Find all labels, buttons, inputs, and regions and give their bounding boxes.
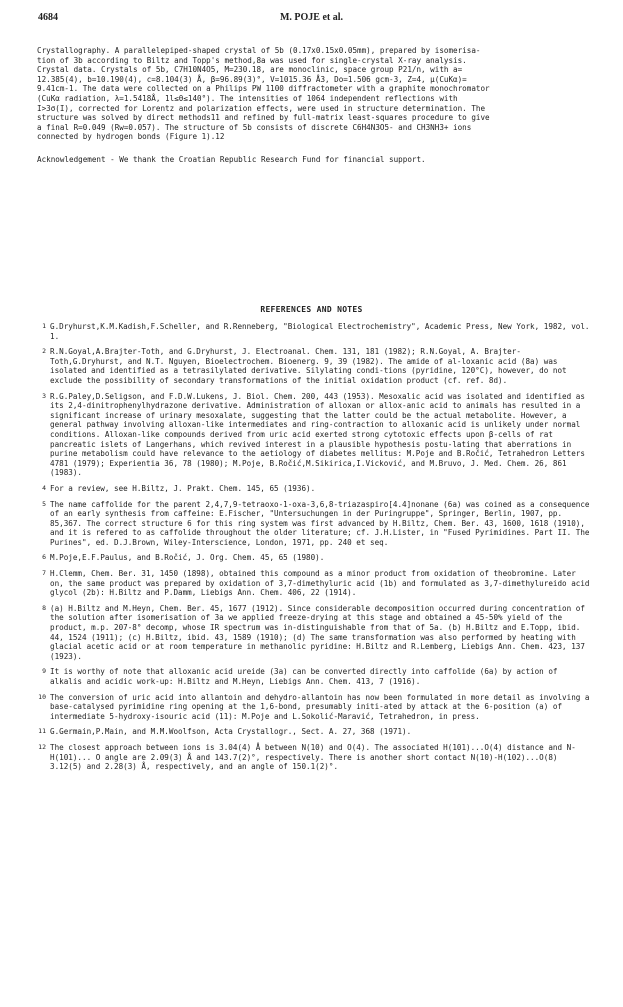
reference-item	[30, 743, 590, 772]
reference-text: It is worthy of note that alloxanic acid ureide (3a) can be converted directly into caffolide (6a) by action of alkalis and acidic work-up: H.Biltz and M.Heyn, Liebigs Ann. Chem. 413, 7 (1916).	[50, 667, 558, 686]
references-list	[30, 322, 590, 778]
reference-number: 1	[42, 322, 46, 330]
reference-number: 9	[42, 667, 46, 676]
reference-number: 10	[38, 692, 46, 701]
acknowledgement: Acknowledgement - We thank the Croatian Republic Research Fund for financial support.	[37, 155, 426, 164]
reference-item	[30, 727, 590, 737]
reference-text: G.Germain,P.Main, and M.M.Woolfson, Acta Crystallogr., Sect. A. 27, 368 (1971).	[50, 727, 412, 737]
reference-item	[30, 322, 590, 341]
reference-number: 4	[42, 483, 46, 492]
reference-text: The name caffolide for the parent 2,4,7,9-tetraoxo-1-oxa-3,6,8-triazaspiro[4.4]nonane (6a) was coined as a consequence of an early synthesis from caffeine: E.Fischer, "Untersuchungen in der Puringruppe", Springer, Berlin, 1907, pp. 85,367. The correct structure 6 for this ring system was first advanced by H.Biltz, Chem. Ber. 43, 1600, 1618 (1910), and it is refered to as caffolide throughout the older literature; cf. J.H.Lister, in "Fused Pyrimidines. Part II. The Purines", ed. D.J.Brown, Wiley-Interscience, London, 1971, pp. 240 et seq.	[50, 499, 590, 547]
reference-text: M.Poje,E.F.Paulus, and B.Ročić, J. Org. Chem. 45, 65 (1980).	[50, 553, 325, 563]
reference-number: 5	[42, 499, 46, 508]
reference-text: G.Dryhurst,K.M.Kadish,F.Scheller, and R.Renneberg, "Biological Electrochemistry", Academic Press, New York, 1982, vol. 1.	[50, 322, 590, 341]
reference-number: 6	[42, 553, 46, 562]
page-header	[38, 12, 585, 26]
reference-item	[30, 553, 590, 563]
reference-item	[30, 484, 590, 494]
reference-number: 3	[42, 391, 46, 400]
reference-item	[30, 500, 590, 548]
reference-text: The conversion of uric acid into allantoin and dehydro-allantoin has now been formulated in more detail as involving a base-catalysed pyrimidine ring opening at the 1,6-bond, presumably initi-ated by attack at the 6-position (a) of intermediate 5-hydroxy-isouric acid (11): M.Poje and L.Sokolić-Maravić, Tetrahedron, in press.	[50, 692, 590, 721]
reference-number: 12	[38, 742, 46, 751]
reference-item	[30, 569, 590, 598]
crystallography-paragraph: Crystallography. A parallelepiped-shaped crystal of 5b (0.17x0.15x0.05mm), prepared by isomerisa- tion of 3b according to Biltz and Topp's method,8a was used for single-crystal X-ray analysis. Crystal data. Crystals of 5b, C7H10N4O5, M=230.18, are monoclinic, space group P21/n, with a= 12.385(4), b=10.190(4), c=8.104(3) Å, β=96.89(3)°, V=1015.36 Å3, Do=1.506 gcm-3, Z=4, μ(CuKα)= 9.41cm-1. The data were collected on a Philips PW 1100 diffractometer with a graphite monochromator (CuKα radiation, λ=1.5418Å, 1l≤θ≤140°). The intensities of 1064 independent reflections with I>3σ(I), corrected for Lorentz and polarization effects, were used in structure determination. The structure was solved by direct methods11 and refined by full-matrix least-squares procedure to give a final R=0.049 (Rw=0.057). The structure of 5b consists of discrete C6H4N3O5- and CH3NH3+ ions connected by hydrogen bonds (Figure 1).12	[37, 46, 490, 142]
reference-text: R.G.Paley,D.Seligson, and F.D.W.Lukens, J. Biol. Chem. 200, 443 (1953). Mesoxalic acid was isolated and identified as its 2,4-dinitrophenylhydrazone derivative. Administration of alloxan or allox-anic acid to animals has resulted in a significant increase of urinary mesoxalate, suggesting that the latter could be the actual metabolite. However, a general pathway involving alloxan-like intermediates and ring-contraction to alloxanic acid is unlikely under normal conditions. Alloxan-like compounds derived from uric acid exerted strong cytotoxic effects upon β-cells of rat pancreatic islets of Langerhans, which revived interest in a plausible hypothesis postu-lating that aberrations in purine metabolism could have relevance to the aetiology of diabetes mellitus: M.Poje and B.Ročić, Tetrahedron Letters 4781 (1979); Experientia 36, 78 (1980); M.Poje, B.Ročić,M.Sikirica,I.Vicković, and M.Bruvo, J. Med. Chem. 26, 861 (1983).	[50, 391, 585, 478]
reference-item	[30, 392, 590, 478]
running-title: M. POJE et al.	[279, 12, 344, 23]
reference-text: For a review, see H.Biltz, J. Prakt. Chem. 145, 65 (1936).	[50, 483, 316, 493]
reference-item	[30, 604, 590, 662]
reference-item	[30, 347, 590, 385]
reference-number: 8	[42, 603, 46, 612]
reference-number: 2	[42, 347, 46, 356]
page-number: 4684	[38, 12, 58, 23]
reference-text: R.N.Goyal,A.Brajter-Toth, and G.Dryhurst, J. Electroanal. Chem. 131, 181 (1982); R.N.Goyal, A. Brajter-Toth,G.Dryhurst, and N.T. Nguyen, Bioelectrochem. Bioenerg. 9, 39 (1982). The amide of al-loxanic acid (8a) was isolated and identified as a tetrasilylated derivative. Silylating condi-tions (pyridine, 120°C), however, do not exclude the possibility of secondary transformations of the initial oxidation product (cf. ref. 8d).	[50, 347, 567, 385]
reference-text: H.Clemm, Chem. Ber. 31, 1450 (1898), obtained this compound as a minor product from oxidation of theobromine. Later on, the same product was prepared by oxidation of 3,7-dimethyluric acid (1b) and formulated as 3,7-dimethylureido acid glycol (2b): H.Biltz and P.Damm, Liebigs Ann. Chem. 406, 22 (1914).	[50, 569, 590, 598]
reference-text: (a) H.Biltz and M.Heyn, Chem. Ber. 45, 1677 (1912). Since considerable decomposition occurred during concentration of the solution after isomerisation of 3a we applied freeze-drying at this stage and obtained a 45-50% yield of the product, m.p. 207-8° decomp, whose IR spectrum was in-distinguishable from that of 5a. (b) H.Biltz and E.Topp, ibid. 44, 1524 (1911); (c) H.Biltz, ibid. 43, 1589 (1910); (d) The same transformation was also performed by heating with glacial acetic acid or at room temperature in methanolic pyridine: H.Biltz and R.Lemberg, Liebigs Ann. Chem. 423, 137 (1923).	[50, 603, 585, 661]
reference-item	[30, 667, 590, 686]
reference-text: The closest approach between ions is 3.04(4) Å between N(10) and O(4). The associated H(101)...O(4) distance and N-H(101)... O angle are 2.09(3) Å and 143.7(2)°, respectively. There is another short contact N(10)-H(102)...O(8) 3.12(5) and 2.28(3) Å, respectively, and an angle of 150.1(2)°.	[50, 742, 576, 772]
reference-number: 11	[38, 727, 46, 736]
reference-number: 7	[42, 569, 46, 578]
reference-item	[30, 693, 590, 722]
references-heading: REFERENCES AND NOTES	[260, 305, 363, 314]
